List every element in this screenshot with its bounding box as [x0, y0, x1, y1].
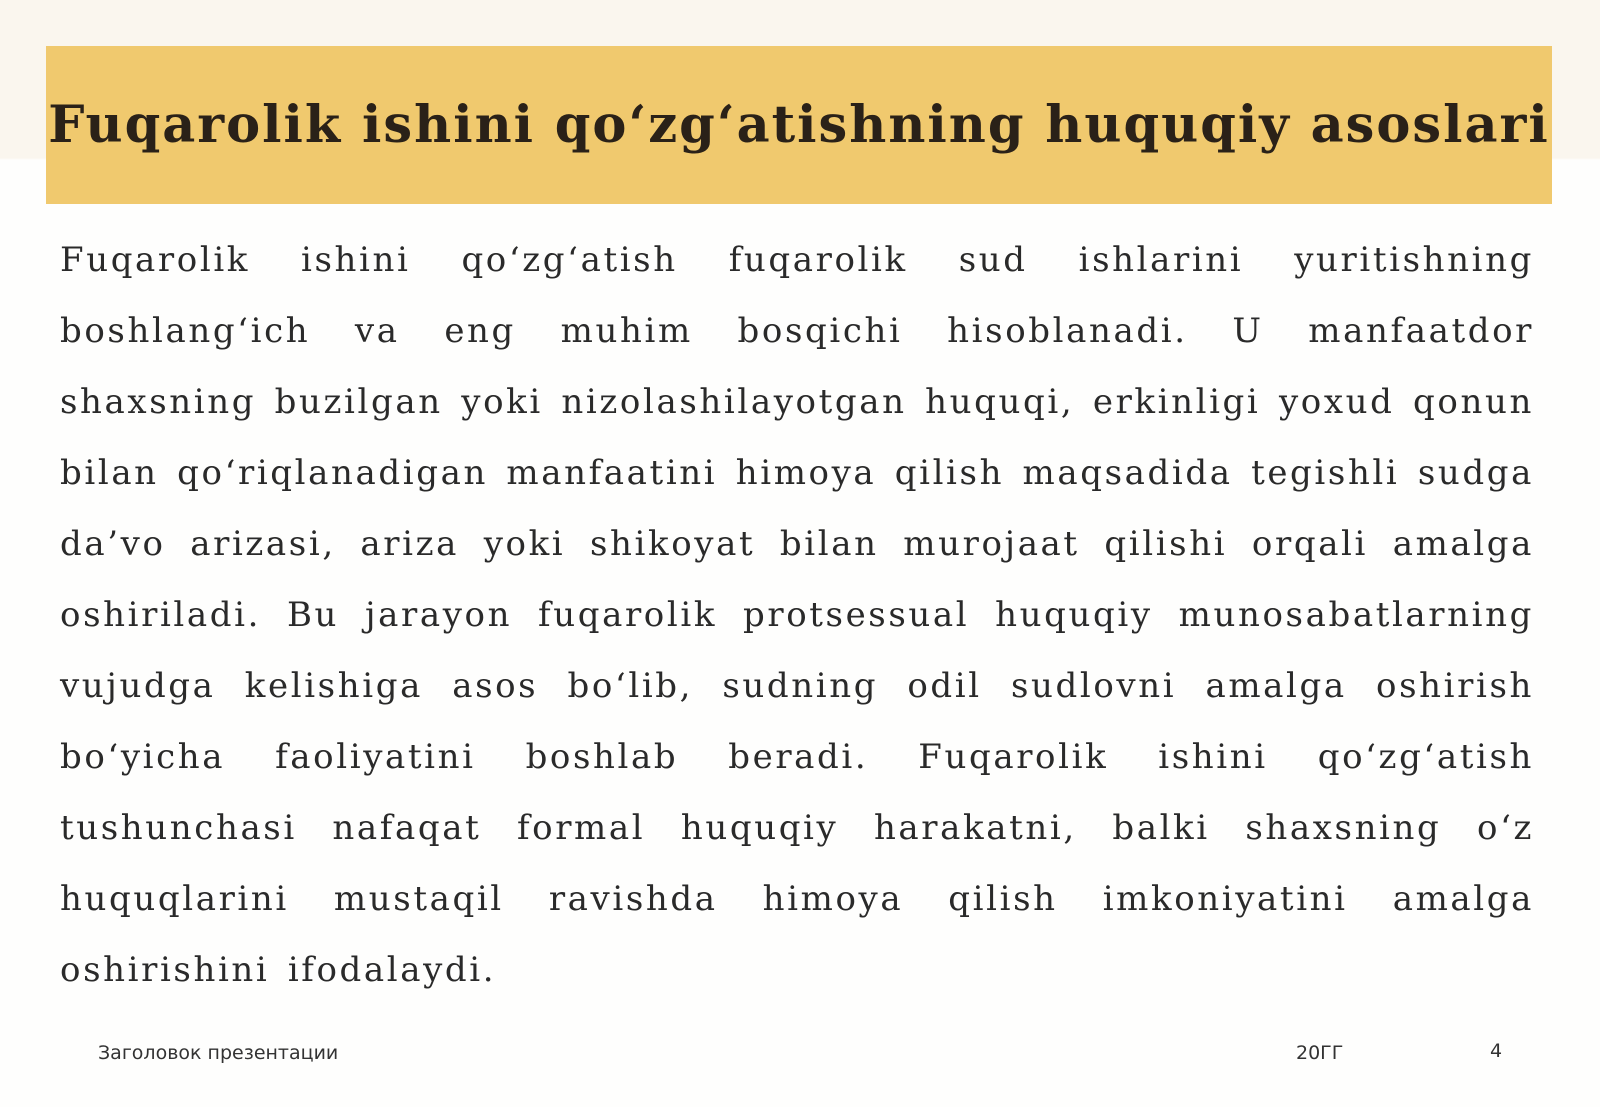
slide-body-text: Fuqarolik ishini qo‘zg‘atish fuqarolik sud ishlarini yuritishning boshlang‘ich va eng muhim bosqichi hisoblanadi. U manfaatdor shaxsning buzilgan yoki nizolashilayotgan huquqi, erkinligi yoxud qonun bilan qo‘riqlanadigan manfaatini himoya qilish maqsadida tegishli sudga da’vo arizasi, ariza yoki shikoyat bilan murojaat qilishi orqali amalga oshiriladi. Bu jarayon fuqarolik protsessual huquqiy munosabatlarning vujudga kelishiga asos bo‘lib, sudning odil sudlovni amalga oshirish bo‘yicha faoliyatini boshlab beradi. Fuqarolik ishini qo‘zg‘atish tushunchasi nafaqat formal huquqiy harakatni, balki shaxsning o‘z huquqlarini mustaqil ravishda himoya qilish imkoniyatini amalga oshirishini ifodalaydi.: [60, 240, 1534, 990]
footer-page-number: 4: [1490, 1040, 1503, 1062]
footer-presentation-title: Заголовок презентации: [98, 1042, 339, 1064]
slide-title: Fuqarolik ishini qo‘zg‘atishning huquqiy asoslari: [48, 95, 1550, 155]
footer-date: 20ГГ: [1296, 1042, 1344, 1064]
title-band: [46, 46, 1552, 204]
